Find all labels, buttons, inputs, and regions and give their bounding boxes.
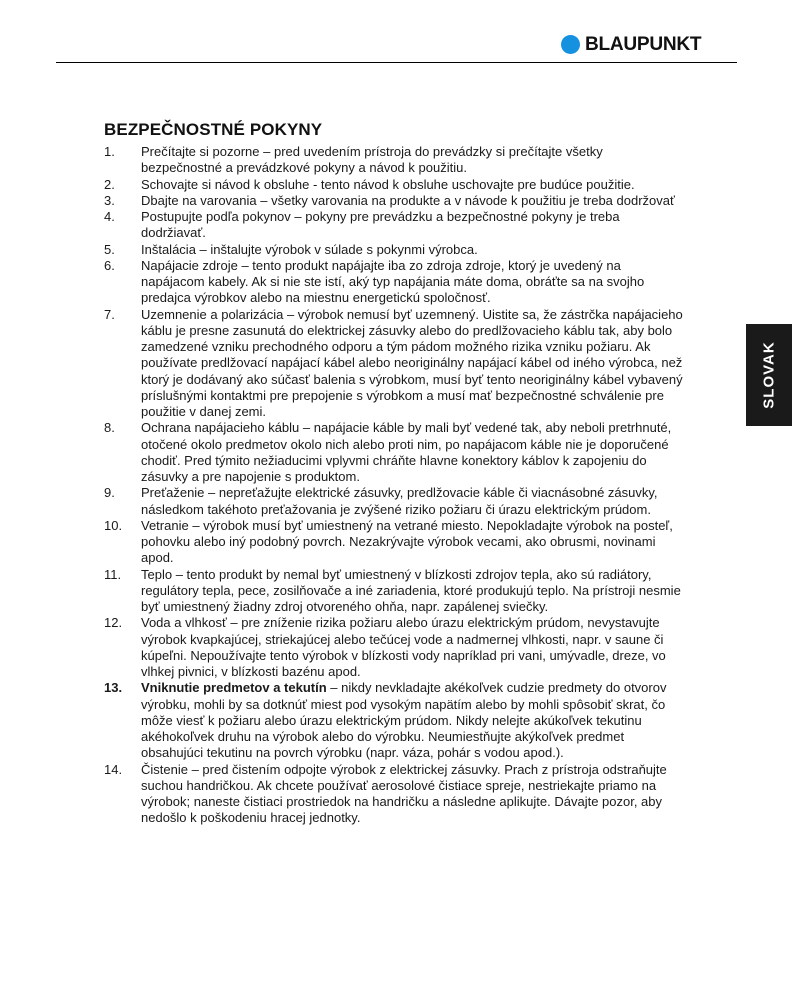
page-title: BEZPEČNOSTNÉ POKYNY xyxy=(104,120,323,139)
list-item xyxy=(104,762,686,827)
item-text: Napájacie zdroje – tento produkt napájajte iba zo zdroja zdroje, ktorý je uvedený na napájacom kabely. Ak si nie ste istí, aký typ napájania máte doma, obráťte sa na svojho predajca výrobkov alebo na miestnu energetickú spoločnosť. xyxy=(141,257,645,306)
list-item xyxy=(104,485,686,518)
item-text-container xyxy=(141,680,686,761)
list-item xyxy=(104,144,686,177)
item-number: 12. xyxy=(104,615,123,631)
item-text: Teplo – tento produkt by nemal byť umiestnený v blízkosti zdrojov tepla, ako sú radiátory, regulátory tepla, pece, zosilňovače a iné zariadenia, ktoré produkujú teplo. Na prístroji nesmie byť umiestnený žiadny zdroj otvoreného ohňa, napr. zapálenej sviečky. xyxy=(141,566,681,614)
list-item xyxy=(104,518,686,567)
item-text: Čistenie – pred čistením odpojte výrobok z elektrickej zásuvky. Prach z prístroja odstraňujte suchou handričkou. Ak chcete používať aerosolové čistiace spreje, nestriekajte priamo na výrobok; naneste čistiaci prostriedok na handričku a následne aplikujte. Dávajte pozor, aby nedošlo k poškodeniu hracej jednotky. xyxy=(141,761,667,826)
item-text: Postupujte podľa pokynov – pokyny pre prevádzku a bezpečnostné pokyny je treba dodržiavať. xyxy=(141,209,620,241)
item-number: 5. xyxy=(104,241,115,257)
list-item xyxy=(104,209,686,242)
item-number: 9. xyxy=(104,485,115,501)
item-number: 11. xyxy=(104,566,122,582)
list-item xyxy=(104,615,686,680)
item-text: – nikdy nevkladajte akékoľvek cudzie predmety do otvorov výrobku, mohli by sa dotknúť miest pod vysokým napätím alebo by mohli spôsobiť skrat, čo môže viesť k požiaru alebo úrazu elektrickým prúdom. Nikdy nelejte akúkoľvek tekutinu akéhokoľvek druhu na výrobok alebo do výrobku. Neumiestňujte akýkoľvek predmet obsahujúci tekutinu na povrch výrobku (napr. váza, pohár s vodou apod.). xyxy=(141,680,667,761)
item-text: Prečítajte si pozorne – pred uvedením prístroja do prevádzky si prečítajte všetky bezpečnostné a prevádzkové pokyny a návod k použitiu. xyxy=(141,144,603,176)
list-item xyxy=(104,567,686,616)
item-text: Ochrana napájacieho káblu – napájacie káble by mali byť vedené tak, aby neboli pretrhnuté, otočené okolo predmetov okolo nich alebo proti nim, po napájacom káble nie je doporučené chodiť. Pred týmito nežiaducimi vplyvmi chráňte hlavne konektory káblov k zapojeniu do zásuvky a pre napojenie s produktom. xyxy=(141,420,672,484)
item-number: 13. xyxy=(104,680,123,696)
item-text: Inštalácia – inštalujte výrobok v súlade s pokynmi výrobca. xyxy=(141,241,478,257)
safety-instructions-list xyxy=(104,144,686,827)
list-item xyxy=(104,680,686,761)
item-number: 8. xyxy=(104,420,115,436)
item-text: Uzemnenie a polarizácia – výrobok nemusí byť uzemnený. Uistite sa, že zástrčka napájacieho káblu je presne zasunutá do elektrickej zásuvky alebo do predlžovacieho káblu tak, aby bolo zamedzené vzniku prechodného odporu a tým pádom možného rizika vzniku požiaru. Ak používate predlžovací napájací kábel alebo neoriginálny napájací kábel od iného výrobca, než ktorý je dodávaný ako súčasť balenia s výrobkom, musí byť tento neoriginálny kábel vybavený príslušnými kontaktmi pre prepojenie s výrobkom a musí mať bezpečnostné schválenie pre použitie v danej zemi. xyxy=(141,306,683,419)
item-number: 7. xyxy=(104,306,115,322)
item-text: Dbajte na varovania – všetky varovania na produkte a v návode k použitiu je treba dodržovať xyxy=(141,192,675,208)
item-number: 3. xyxy=(104,192,115,208)
language-tab xyxy=(746,324,792,426)
list-item xyxy=(104,193,686,209)
item-number: 1. xyxy=(104,144,115,159)
item-number: 4. xyxy=(104,209,115,224)
item-text: Schovajte si návod k obsluhe - tento návod k obsluhe uschovajte pre budúce použitie. xyxy=(141,176,635,192)
brand-logo xyxy=(561,33,704,55)
list-item xyxy=(104,307,686,421)
list-item xyxy=(104,420,686,485)
item-number: 14. xyxy=(104,761,123,777)
brand-dot-icon xyxy=(561,35,580,54)
item-number: 10. xyxy=(104,517,123,533)
list-item xyxy=(104,242,686,258)
list-item xyxy=(104,177,686,193)
item-bold-lead: Vniknutie predmetov a tekutín xyxy=(141,680,327,696)
item-number: 2. xyxy=(104,176,115,192)
item-number: 6. xyxy=(104,257,115,273)
item-text: Preťaženie – nepreťažujte elektrické zásuvky, predlžovacie káble či viacnásobné zásuvky, následkom takéhoto preťažovania je zvýšené riziko požiaru či úrazu elektrickým prúdom. xyxy=(141,485,658,517)
item-text: Voda a vlhkosť – pre zníženie rizika požiaru alebo úrazu elektrickým prúdom, nevystavujte výrobok kvapkajúcej, striekajúcej alebo tečúcej vode a nadmernej vlhkosti, napr. v saune či kúpeľni. Nepoužívajte tento výrobok v blízkosti vody napríklad pri vani, umývadle, dreze, vo vlhkej pivnici, v blízkosti bazénu apod. xyxy=(141,615,666,679)
language-tab-label: SLOVAK xyxy=(760,341,778,409)
header-divider xyxy=(56,62,737,63)
list-item xyxy=(104,258,686,307)
item-text: Vetranie – výrobok musí byť umiestnený na vetrané miesto. Nepokladajte výrobok na posteľ, pohovku alebo iný podobný povrch. Nezakrývajte výrobok vecami, ako obrusmi, novinami apod. xyxy=(141,517,673,566)
brand-name: BLAUPUNKT xyxy=(585,32,702,55)
